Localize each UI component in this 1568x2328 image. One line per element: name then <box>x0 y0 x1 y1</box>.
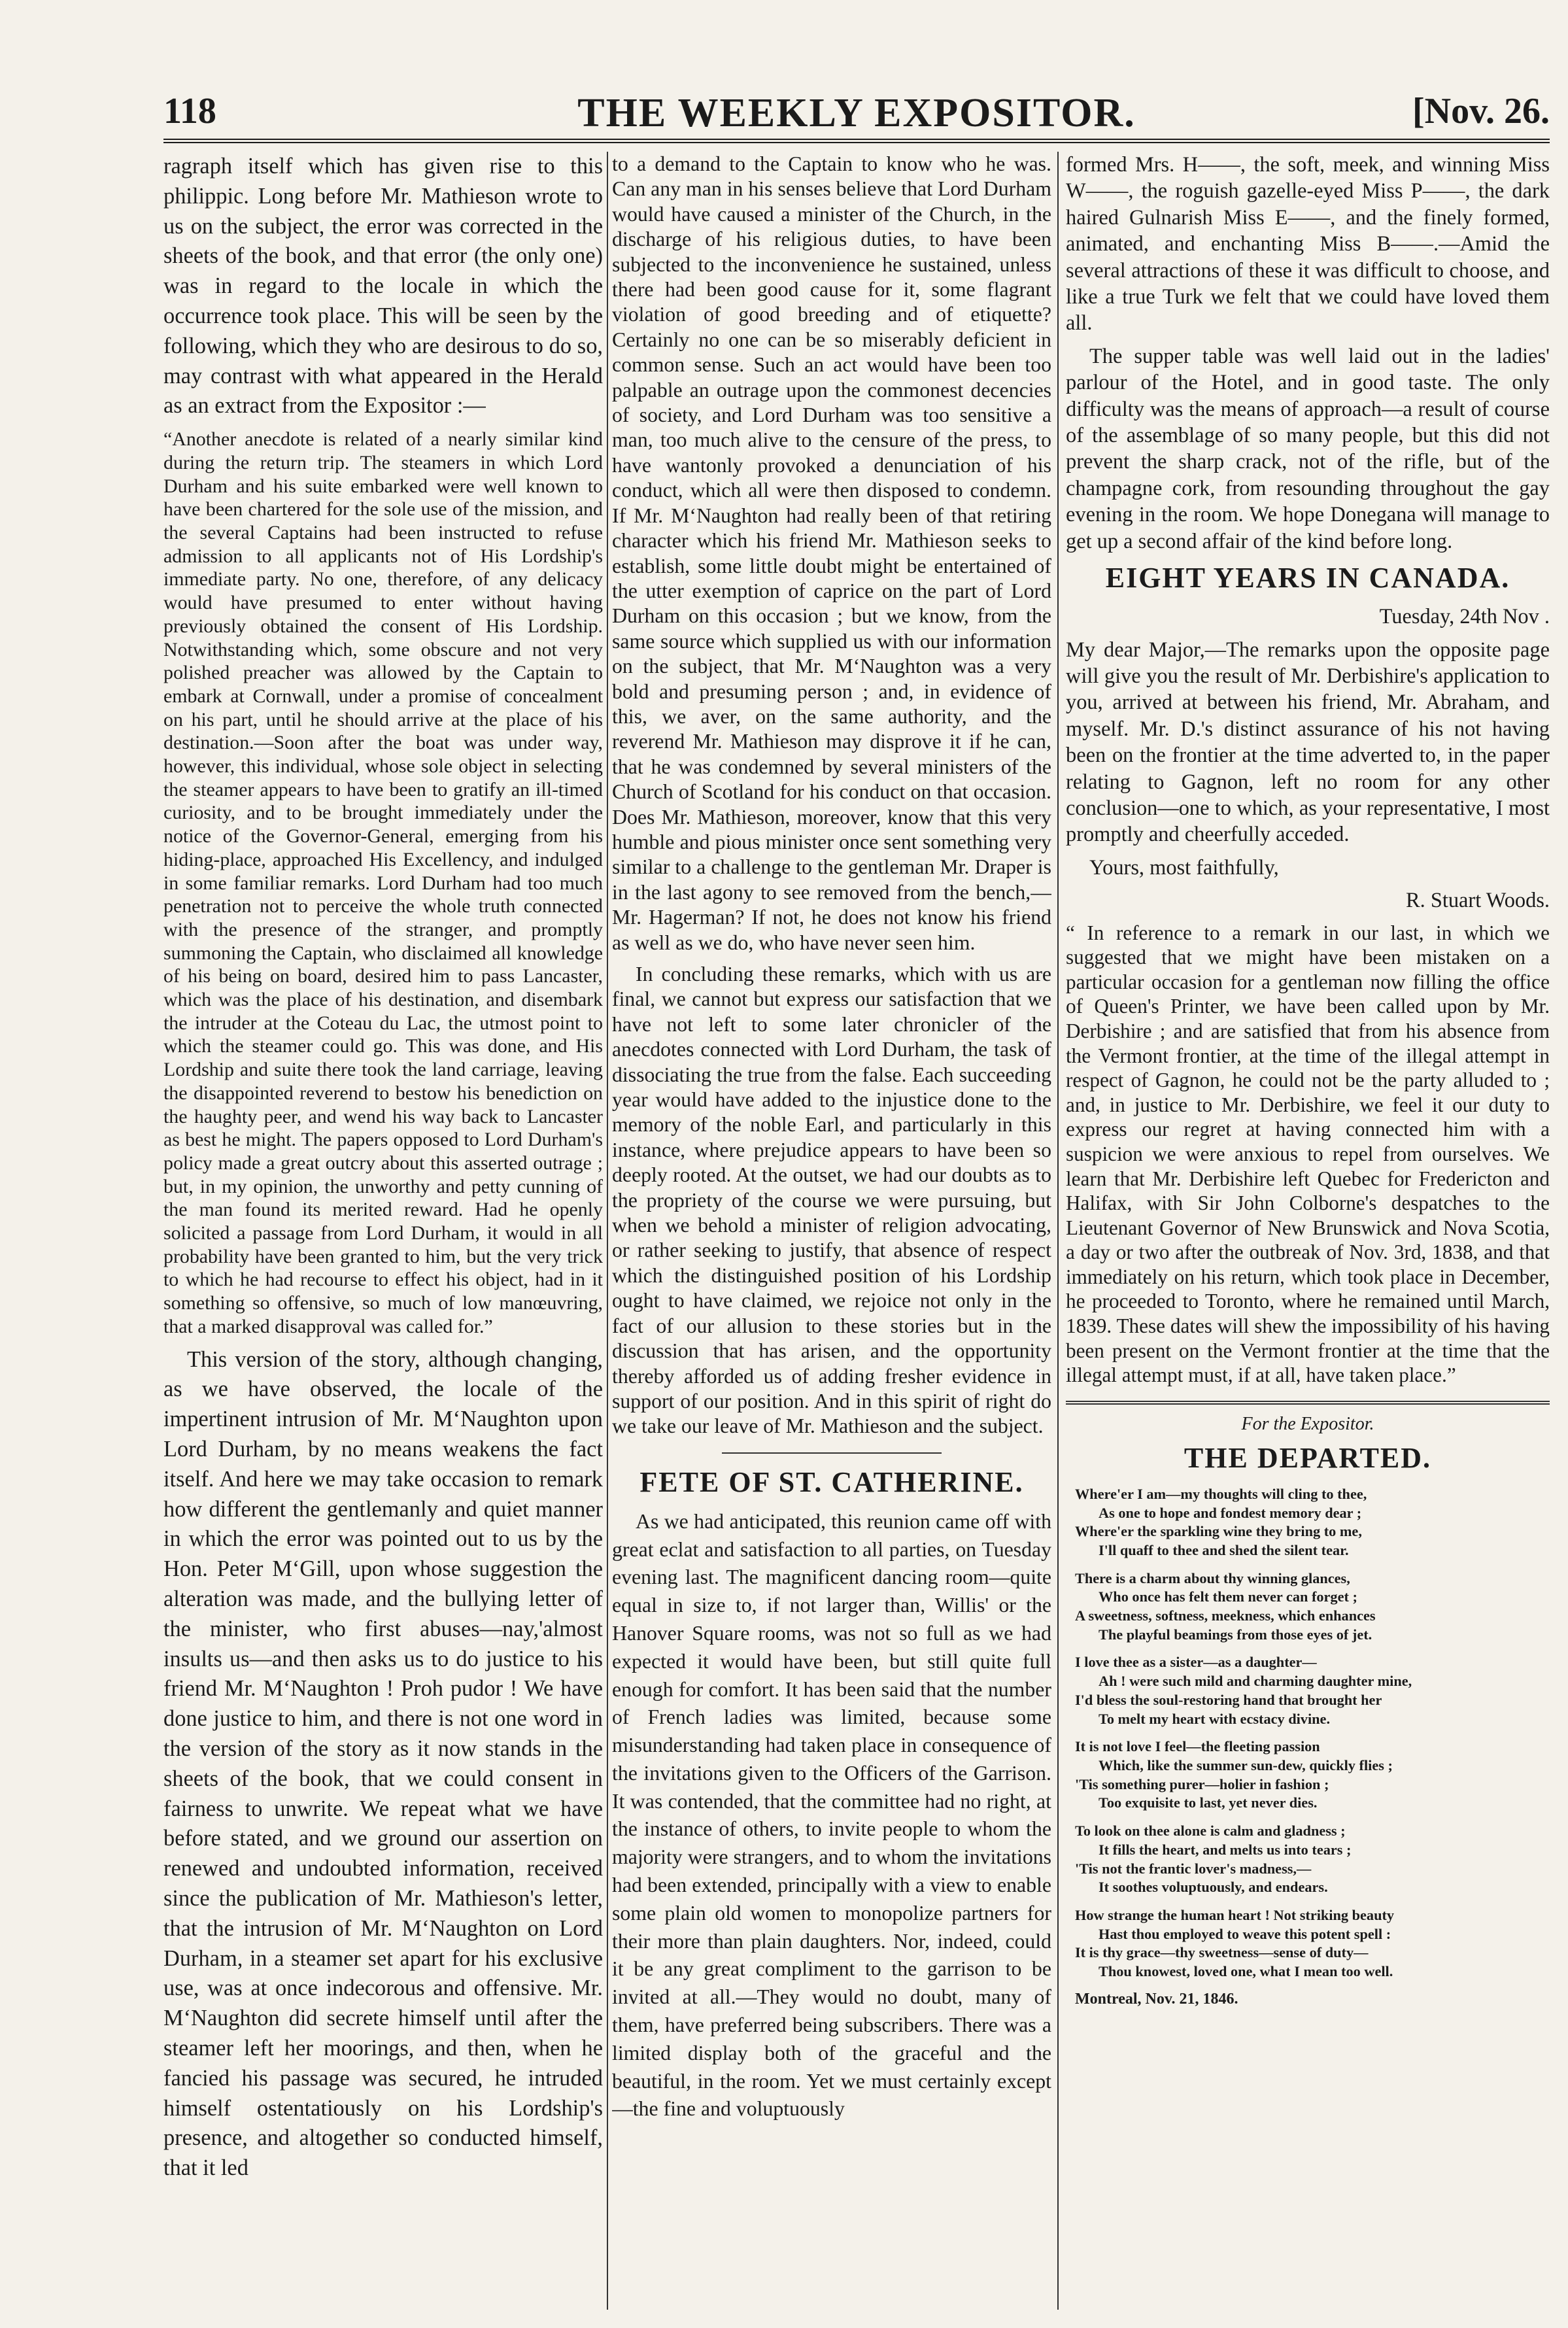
poem-stanza <box>1075 1569 1550 1645</box>
column-rule <box>607 152 608 2310</box>
poem-line: I'd bless the soul-restoring hand that brought her <box>1075 1691 1382 1708</box>
poem-stanza <box>1075 1822 1550 1897</box>
poem-line: To look on thee alone is calm and gladness ; <box>1075 1823 1346 1840</box>
column-2 <box>612 152 1051 2310</box>
poem-line: As one to hope and fondest memory dear ; <box>1099 1504 1362 1521</box>
article-paragraph: to a demand to the Captain to know who he was. Can any man in his senses believe that Lord Durham would have caused a minister of the Church, in the discharge of his religious duties, to have been subjected to the inconvenience he sustained, unless there had been good cause for it, some flagrant violation of good breeding and of etiquette? Certainly no one can be so miserably deficient in common sense. Such an act would have been too palpable an outrage upon the commonest decencies of society, and Lord Durham was too sensitive a man, too much alive to the censure of the press, to have wantonly provoked a denunciation of his conduct, which all were then disposed to condemn. If Mr. M‘Naughton had really been of that retiring character which his friend Mr. Mathieson seeks to establish, some little doubt might be entertained of the utter exemption of caprice on the part of Lord Durham on this occasion ; but we know, from the same source which supplied us with our information on the subject, that Mr. M‘Naughton was a very bold and presuming person ; and, in evidence of this, we aver, on the same authority, and the reverend Mr. Mathieson may disprove it if he can, that he was condemned by several ministers of the Church of Scotland for his conduct on that occasion. Does Mr. Mathieson, moreover, know that this very humble and pious minister once sent something very similar to a challenge to the gentleman Mr. Draper is in the last agony to see removed from the bench,—Mr. Hagerman? If not, he does not know his friend as well as we do, who have never seen him. <box>612 152 1051 954</box>
poem-line: A sweetness, softness, meekness, which enhances <box>1075 1607 1376 1624</box>
poem-source: For the Expositor. <box>1241 1413 1374 1434</box>
letter-dateline: Tuesday, 24th Nov . <box>1379 605 1550 629</box>
article-paragraph: The supper table was well laid out in the ladies' parlour of the Hotel, and in good taste. The only difficulty was the means of approach—a result of course of the assemblage of so many people, but this did not prevent the sharp crack, not of the rifle, but of the champagne cork, from resounding throughout the gay evening in the room. We hope Donegana will manage to get up a second affair of the kind before long. <box>1066 344 1550 553</box>
poem-line: Who once has felt them never can forget ; <box>1099 1588 1357 1605</box>
poem-line: Where'er I am—my thoughts will cling to thee, <box>1075 1485 1367 1502</box>
column-3 <box>1066 152 1550 2310</box>
poem-line: Thou knowest, loved one, what I mean too well. <box>1099 1963 1393 1980</box>
poem-stanza <box>1075 1906 1550 1981</box>
poem-dateline: Montreal, Nov. 21, 1846. <box>1075 1990 1238 2008</box>
letter-closing: Yours, most faithfully, <box>1089 855 1279 880</box>
poem-line: 'Tis not the frantic lover's madness,— <box>1075 1860 1312 1877</box>
poem-line: The playful beamings from those eyes of jet. <box>1099 1626 1372 1643</box>
poem-line: It fills the heart, and melts us into tears ; <box>1099 1841 1352 1858</box>
header-rule <box>163 139 1550 143</box>
page-number: 118 <box>163 91 216 131</box>
article-paragraph: In concluding these remarks, which with us are final, we cannot but express our satisfaction that we have not left to some later chronicler of the anecdotes connected with Lord Durham, the task of dissociating the true from the false. Each succeeding year would have added to the injustice done to the memory of the noble Earl, and particularly in this instance, where prejudice appears to have been so deeply rooted. At the outset, we had our doubts as to the propriety of the course we were pursuing, but when we behold a minister of religion advocating, or rather seeking to justify, that absence of respect which the distinguished position of his Lordship ought to have claimed, we rejoice not only in the fact of our allusion to these stories but in the discussion that has arisen, and the opportunity thereby afforded us of adding fresher evidence in support of our position. And in this spirit of right do we take our leave of Mr. Mathieson and the subject. <box>612 963 1051 1438</box>
section-divider <box>722 1452 942 1454</box>
poem-line: 'Tis something purer—holier in fashion ; <box>1075 1775 1329 1792</box>
poem-line: Which, like the summer sun-dew, quickly flies ; <box>1099 1756 1393 1773</box>
poem-line: Where'er the sparkling wine they bring to me, <box>1075 1523 1362 1540</box>
poem-title: THE DEPARTED. <box>1184 1441 1432 1474</box>
poem-line: Hast thou employed to weave this potent spell : <box>1099 1925 1391 1942</box>
poem-line: There is a charm about thy winning glances, <box>1075 1569 1350 1586</box>
section-divider <box>1066 1401 1550 1405</box>
masthead-title: THE WEEKLY EXPOSITOR. <box>577 91 1136 135</box>
poem-line: It is thy grace—thy sweetness—sense of duty— <box>1075 1944 1369 1961</box>
poem-line: How strange the human heart ! Not striking beauty <box>1075 1906 1395 1923</box>
page-header <box>163 90 1550 141</box>
section-heading: EIGHT YEARS IN CANADA. <box>1105 562 1510 594</box>
article-paragraph: ragraph itself which has given rise to this philippic. Long before Mr. Mathieson wrote to us on the subject, the error was corrected in the sheets of the book, and that error (the only one) was in regard to the locale in which the occurrence took place. This will be seen by the following, which they who are desirous to do so, may contrast with what appeared in the Herald as an extract from the Expositor :— <box>163 154 603 419</box>
column-1 <box>163 152 603 2310</box>
article-paragraph: As we had anticipated, this reunion came off with great eclat and satisfaction to all parties, on Tuesday evening last. The magnificent dancing room—quite equal in size to, if not larger than, Willis' or the Hanover Square rooms, was not so full as we had expected it would have been, but still quite full enough for comfort. It has been said that the number of French ladies was limited, because some misunderstanding had taken place in consequence of the invitations given to the Officers of the Garrison. It was contended, that the committee had no right, at the instance of others, to invite people to whom the majority were strangers, and to whom the invitations had been extended, principally with a view to enable some plain old women to monopolize partners for their more than plain daughters. Nor, indeed, could it be any great compliment to the garrison to be invited at all.—They would no doubt, many of them, have preferred being subscribers. There was a limited display both of the graceful and the beautiful, in the room. Yet we must certainly except—the fine and voluptuously <box>612 1509 1051 2121</box>
poem-line: Ah ! were such mild and charming daughter mine, <box>1099 1673 1412 1690</box>
letter-body: My dear Major,—The remarks upon the opposite page will give you the result of Mr. Derbishire's application to you, arrived at between his friend, Mr. Abraham, and myself. Mr. D.'s distinct assurance of his not having been on the frontier at the time adverted to, in the paper relating to Gagnon, left no room for any other conclusion—one to which, as your representative, I most promptly and cheerfully acceded. <box>1066 638 1550 847</box>
article-paragraph: This version of the story, although changing, as we have observed, the locale of the impertinent intrusion of Mr. M‘Naughton upon Lord Durham, by no means weakens the fact itself. And here we may take occasion to remark how different the gentlemanly and quiet manner in which the error was pointed out to us by the Hon. Peter M‘Gill, upon whose suggestion the alteration was made, and the bullying letter of the minister, who first abuses—nay,'almost insults us—and then asks us to do justice to his friend Mr. M‘Naughton ! Proh pudor ! We have done justice to him, and there is not one word in the version of the story as it now stands in the sheets of the book, that we could consent in fairness to unwrite. We repeat what we have before stated, and we ground our assertion on renewed and undoubted information, received since the publication of Mr. Mathieson's letter, that the intrusion of Mr. M‘Naughton on Lord Durham, in a steamer set apart for his exclusive use, was at once indecorous and offensive. Mr. M‘Naughton did secrete himself until after the steamer left her moorings, and then, when he fancied his passage was secured, he intruded himself ostentatiously on his Lordship's presence, and altogether so conducted himself, that it led <box>163 1346 603 2181</box>
issue-date: [Nov. 26. <box>1412 91 1550 131</box>
poem-line: Too exquisite to last, yet never dies. <box>1099 1794 1318 1811</box>
poem-line: It soothes voluptuously, and endears. <box>1099 1879 1328 1896</box>
poem-line: To melt my heart with ecstacy divine. <box>1099 1710 1331 1727</box>
poem <box>1066 1485 1550 1981</box>
letter-signature: R. Stuart Woods. <box>1406 889 1550 913</box>
quoted-anecdote: “Another anecdote is related of a nearly similar kind during the return trip. The steamers in which Lord Durham and his suite embarked were well known to have been chartered for the sole use of the mission, and the several Captains had been instructed to refuse admission to all applicants not of His Lordship's immediate party. No one, therefore, of any delicacy would have presumed to enter without having previously obtained the consent of His Lordship. Notwithstanding which, some obscure and not very polished preacher was allowed by the Captain to embark at Cornwall, under a promise of concealment on his part, until he should arrive at the place of his destination.—Soon after the boat was under way, however, this individual, whose sole object in selecting the steamer appears to have been to gratify an ill-timed curiosity, and to be brought immediately under the notice of the Governor-General, emerging from his hiding-place, approached His Excellency, and indulged in some familiar remarks. Lord Durham had too much penetration not to perceive the whole truth connected with the presence of the stranger, and promptly summoning the Captain, who disclaimed all knowledge of his being on board, desired him to pass Lancaster, which was the place of his destination, and disembark the intruder at the Coteau du Lac, the utmost point to which the steamer could go. This was done, and His Lordship and suite there took the land carriage, leaving the disappointed reverend to bestow his benediction on the haughty peer, and wend his way back to Lancaster as best he might. The papers opposed to Lord Durham's policy made a great outcry about this asserted outrage ; but, in my opinion, the unworthy and petty cunning of the man found its merited reward. Had he openly solicited a passage from Lord Durham, it would in all probability have been granted to him, but the very trick to which he had recourse to effect his object, had in it something so offensive, so much of low manœuvring, that a marked disapproval was called for.” <box>163 428 603 1337</box>
poem-line: I'll quaff to thee and shed the silent tear. <box>1099 1541 1349 1558</box>
poem-line: It is not love I feel—the fleeting passion <box>1075 1738 1320 1755</box>
poem-stanza <box>1075 1653 1550 1728</box>
quoted-notice: “ In reference to a remark in our last, in which we suggested that we might have been mistaken on a particular occasion for a gentleman now filling the office of Queen's Printer, we have been called upon by Mr. Derbishire ; and are satisfied that from his absence from the Vermont frontier, at the time of the illegal attempt in respect of Gagnon, he could not be the party alluded to ; and, in justice to Mr. Derbishire, we feel it our duty to express our regret at having connected him with a suspicion we were anxious to repel from ourselves. We learn that Mr. Derbishire left Quebec for Fredericton and Halifax, with Sir John Colborne's despatches to the Lieutenant Governor of New Brunswick and Nova Scotia, a day or two after the outbreak of Nov. 3rd, 1838, and that immediately on his return, which took place in December, he proceeded to Toronto, where he remained until March, 1839. These dates will shew the impossibility of his having been present on the Vermont frontier at the time that the illegal attempt must, if at all, have taken place.” <box>1066 921 1550 1387</box>
section-heading: FETE OF ST. CATHERINE. <box>639 1465 1024 1498</box>
column-rule <box>1057 152 1059 2310</box>
poem-stanza <box>1075 1737 1550 1813</box>
article-paragraph: formed Mrs. H——, the soft, meek, and winning Miss W——, the roguish gazelle-eyed Miss P——, the dark haired Gulnarish Miss E——, and the finely formed, animated, and enchanting Miss B——.—Amid the several attractions of these it was difficult to choose, and like a true Turk we felt that we could have loved them all. <box>1066 153 1550 335</box>
poem-line: I love thee as a sister—as a daughter— <box>1075 1654 1317 1671</box>
poem-stanza <box>1075 1485 1550 1560</box>
